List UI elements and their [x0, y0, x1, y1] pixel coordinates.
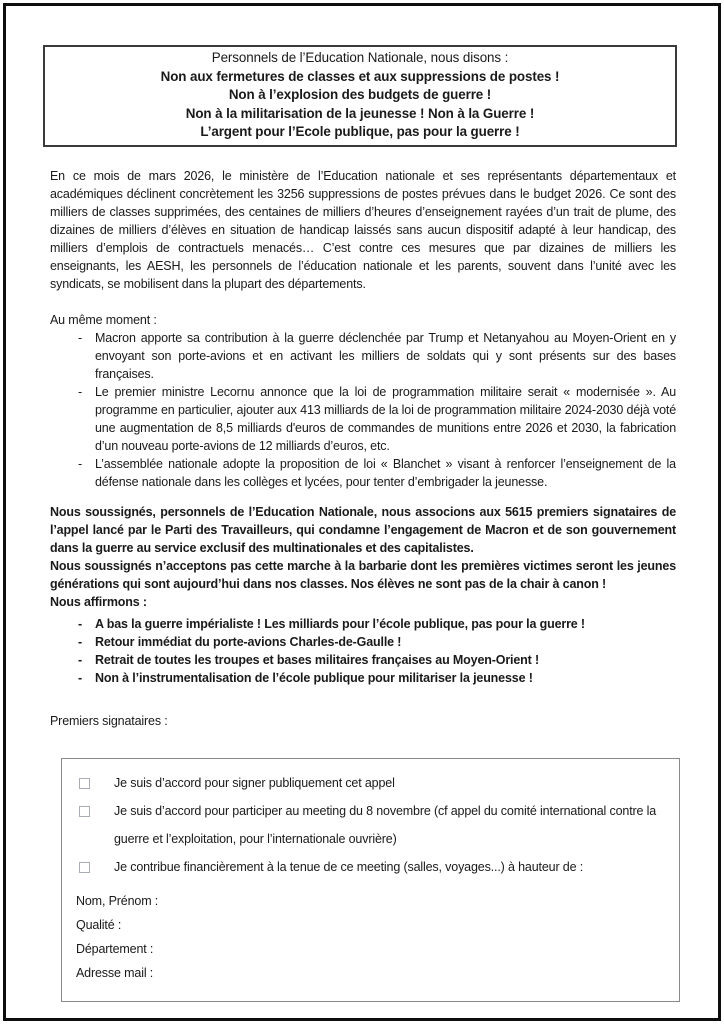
- demands-list: [50, 615, 676, 687]
- form-fields: [76, 889, 665, 985]
- document-body: [50, 167, 676, 1002]
- declaration-paragraph-2: Nous soussignés n’acceptons pas cette marche à la barbarie dont les premières victimes seront les jeunes générations qui sont aujourd’hui dans nos classes. Nos élèves ne sont pas de la chair à canon !: [50, 558, 676, 591]
- declaration-paragraph-3: Nous affirmons :: [50, 594, 147, 609]
- moment-bullet-2: - Le premier ministre Lecornu annonce que la loi de programmation militaire serait « modernisée ». Au programme en particulier, ajouter aux 413 milliards de la loi de programmation militaire 2024-2030 déjà voté une augmentation de 8,5 milliards d'euros de commandes de munitions entre 2026 et 2030, la fabrication d’un nouveau porte-avions de 12 milliards d’euros, etc.: [95, 384, 676, 453]
- declaration-paragraph-1: Nous soussignés, personnels de l’Education Nationale, nous associons aux 5615 premiers signataires de l’appel lancé par le Parti des Travailleurs, qui condamne l’engagement de Macron et de son gouvernement dans la guerre au service exclusif des multinationales et des capitalistes.: [50, 504, 676, 555]
- demand-4: - Non à l’instrumentalisation de l’école publique pour militariser la jeunesse !: [95, 670, 533, 685]
- field-name: Nom, Prénom :: [76, 893, 159, 908]
- checkbox-label: Je contribue financièrement à la tenue de ce meeting (salles, voyages...) à hauteur de :: [114, 859, 584, 874]
- checkbox-row-sign: [76, 769, 665, 797]
- list-item: [50, 633, 676, 651]
- checkbox-row-contribute: [76, 853, 665, 881]
- field-email: Adresse mail :: [76, 965, 154, 980]
- demand-2: - Retour immédiat du porte-avions Charles-de-Gaulle !: [95, 634, 402, 649]
- demand-3: - Retrait de toutes les troupes et bases militaires françaises au Moyen-Orient !: [95, 652, 540, 667]
- checkbox-attend-meeting[interactable]: [79, 806, 90, 817]
- header-intro-line: Personnels de l’Education Nationale, nous disons :: [211, 50, 509, 65]
- header-slogan-3: Non à la militarisation de la jeunesse ! Non à la Guerre !: [185, 105, 535, 121]
- header-slogan-box: [43, 45, 677, 147]
- moment-bullet-1: - Macron apporte sa contribution à la guerre déclenchée par Trump et Netanyahou au Moyen-Orient en y envoyant son porte-avions et en activant les milliers de soldats qui y sont présents sur des bases françaises.: [95, 330, 676, 381]
- checkbox-contribute-financially[interactable]: [79, 862, 90, 873]
- header-slogan-4: L’argent pour l’Ecole publique, pas pour la guerre !: [200, 124, 520, 140]
- signatories-label: Premiers signataires :: [50, 713, 168, 728]
- list-item: [50, 669, 676, 687]
- reply-form-box: [61, 758, 680, 1002]
- moment-bullet-list: [50, 329, 676, 491]
- field-quality: Qualité :: [76, 917, 122, 932]
- checkbox-label: Je suis d’accord pour participer au meeting du 8 novembre (cf appel du comité international contre la guerre et l’exploitation, pour l’internationale ouvrière): [114, 803, 657, 846]
- list-item: [50, 455, 676, 491]
- declaration-block: [50, 503, 676, 611]
- moment-bullet-3: - L’assemblée nationale adopte la proposition de loi « Blanchet » visant à renforcer l’enseignement de la défense nationale dans les collèges et lycées, pour tenter d’embrigader la jeunesse.: [95, 456, 676, 489]
- checkbox-label: Je suis d’accord pour signer publiquement cet appel: [114, 775, 395, 790]
- list-item: [50, 329, 676, 383]
- list-item: [50, 651, 676, 669]
- demand-1: - A bas la guerre impérialiste ! Les milliards pour l’école publique, pas pour la guerre !: [95, 616, 585, 631]
- moment-heading: Au même moment :: [50, 312, 157, 327]
- header-slogan-2: Non à l’explosion des budgets de guerre !: [228, 87, 492, 103]
- list-item: [50, 615, 676, 633]
- intro-paragraph: En ce mois de mars 2026, le ministère de l’Education nationale et ses représentants départementaux et académiques déclinent concrètement les 3256 suppressions de postes prévues dans le budget 2026. Ce sont des milliers de classes supprimées, des centaines de milliers d’heures d’enseignement rayées d’un trait de plume, des dizaines de milliers d’élèves en situation de handicap laissés sans aucun dispositif adapté à leur handicap, des milliers d’emplois de contractuels menacés… C’est contre ces mesures que par dizaines de milliers les enseignants, les AESH, les personnels de l’éducation nationale et les parents, souvent dans l’unité avec les syndicats, se mobilisent dans la plupart des départements.: [50, 168, 676, 291]
- field-department: Département :: [76, 941, 154, 956]
- checkbox-row-meeting: [76, 797, 665, 853]
- checkbox-sign-appeal[interactable]: [79, 778, 90, 789]
- list-item: [50, 383, 676, 455]
- header-slogan-1: Non aux fermetures de classes et aux suppressions de postes !: [160, 68, 560, 84]
